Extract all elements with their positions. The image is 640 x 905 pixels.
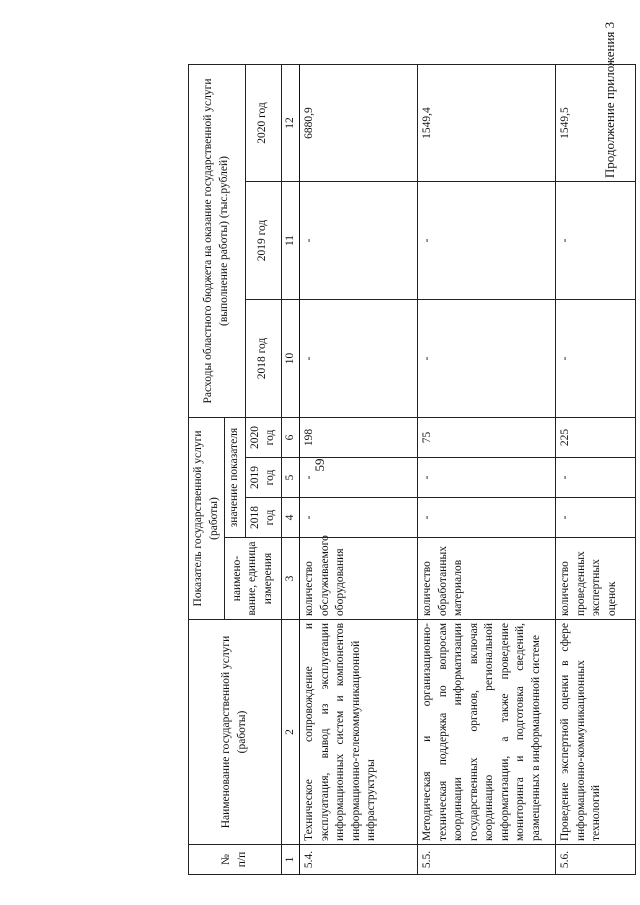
column-index: 3 [281,538,300,620]
column-index: 2 [281,620,300,845]
expense-2019: - [556,182,636,300]
expense-2020: 1549,4 [418,65,556,182]
value-2020: 198 [300,418,418,458]
table-row [418,65,556,875]
header-no: № п/п [189,845,282,875]
continuation-label: Продолжение приложения 3 [602,21,617,179]
expense-2019: - [300,182,418,300]
value-2018: - [300,498,418,538]
value-2019: - [300,458,418,498]
header-unit: наимено- вание, единица измерения [225,538,282,620]
column-index: 1 [281,845,300,875]
expense-2018: - [556,300,636,418]
appendix-table [188,64,636,875]
column-index-row [281,65,300,875]
indicator-unit: количество проведенных экспертных оценок [556,538,636,620]
value-2018: - [418,498,556,538]
header-expense-2018: 2018 год [245,300,281,418]
header-expense-2020: 2020 год [245,65,281,182]
column-index: 10 [281,300,300,418]
column-index: 4 [281,498,300,538]
header-value-2018: 2018 год [245,498,281,538]
value-2019: - [418,458,556,498]
header-indicator-value: значение показателя [225,418,246,538]
table-row [300,65,418,875]
indicator-unit: количество обслуживаемого оборудования [300,538,418,620]
column-index: 5 [281,458,300,498]
header-expenses: Расходы областного бюджета на оказание государственной услуги (выполнение работы) (тыс.рублей) [189,65,246,418]
expense-2020: 6880,9 [300,65,418,182]
row-number: 5.5. [418,845,556,875]
header-indicator: Показатель государственной услуги (работы) [189,418,225,620]
value-2019: - [556,458,636,498]
service-name: Методическая и организационно-техническая поддержка по вопросам координации информатизации государственных органов, включая координацию региональной информатизации, а также проведение мониторинга и подготовка сведений, размещенных в информационной системе [418,620,556,845]
header-value-2019: 2019 год [245,458,281,498]
value-2020: 225 [556,418,636,458]
value-2020: 75 [418,418,556,458]
service-name: Техническое сопровождение и эксплуатация, вывод из эксплуатации информационных систем и компонентов информационно-телекоммуникационной инфраструктуры [300,620,418,845]
table-row [556,65,636,875]
expense-2018: - [418,300,556,418]
appendix-table-container [188,65,618,875]
header-expense-2019: 2019 год [245,182,281,300]
expense-2018: - [300,300,418,418]
column-index: 12 [281,65,300,182]
row-number: 5.4. [300,845,418,875]
service-name: Проведение экспертной оценки в сфере информационно-коммуникационных технологий [556,620,636,845]
column-index: 6 [281,418,300,458]
expense-2019: - [418,182,556,300]
value-2018: - [556,498,636,538]
column-index: 11 [281,182,300,300]
page-number: 59 [312,458,327,472]
header-value-2020: 2020 год [245,418,281,458]
header-service-name: Наименование государственной услуги (работы) [189,620,282,845]
expense-2020: 1549,5 [556,65,636,182]
row-number: 5.6. [556,845,636,875]
indicator-unit: количество обработанных материалов [418,538,556,620]
